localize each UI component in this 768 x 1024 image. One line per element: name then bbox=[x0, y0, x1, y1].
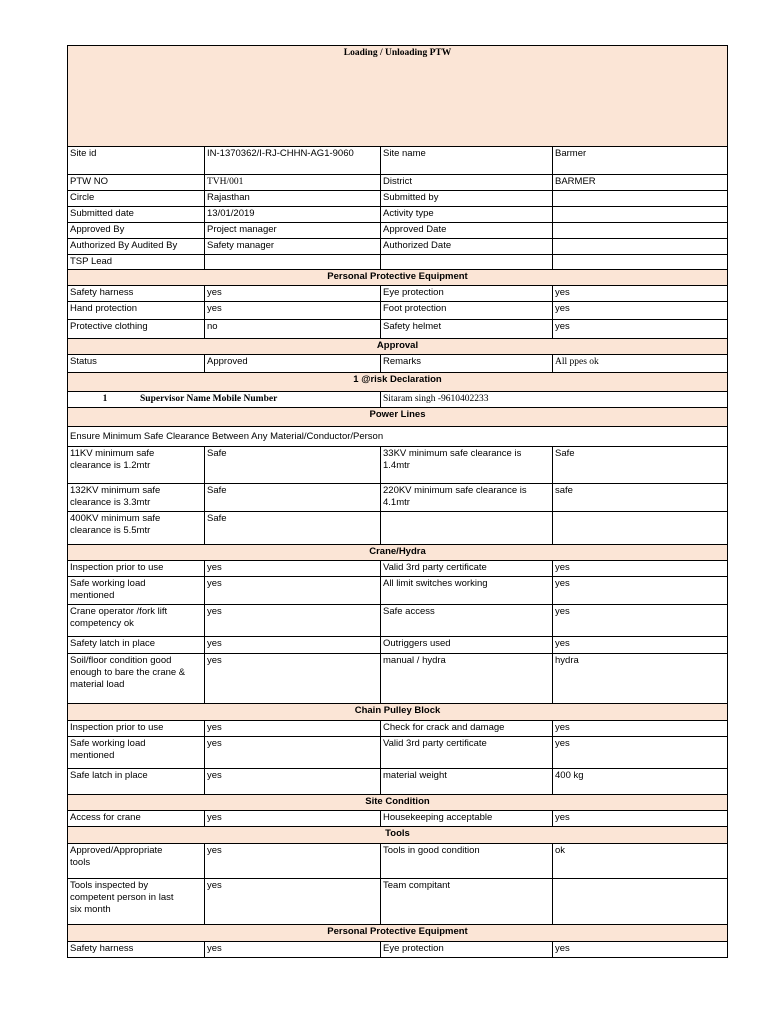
limit-switch-value: yes bbox=[553, 577, 728, 605]
crane-certificate-value: yes bbox=[553, 561, 728, 577]
kv33-label: 33KV minimum safe clearance is 1.4mtr bbox=[381, 447, 553, 484]
crane-inspection-label: Inspection prior to use bbox=[68, 561, 205, 577]
housekeeping-label: Housekeeping acceptable bbox=[381, 811, 553, 827]
table-row bbox=[68, 302, 728, 320]
ppe2-safety-harness-label: Safety harness bbox=[68, 942, 205, 958]
protective-clothing-label: Protective clothing bbox=[68, 320, 205, 339]
pulley-inspection-value: yes bbox=[205, 721, 381, 737]
supervisor-label: Supervisor Name Mobile Number bbox=[140, 394, 278, 404]
table-row bbox=[68, 605, 728, 637]
submitted-by-value bbox=[553, 191, 728, 207]
table-row bbox=[68, 721, 728, 737]
crane-access-label: Access for crane bbox=[68, 811, 205, 827]
team-competent-label: Team compitant bbox=[381, 879, 553, 925]
table-row bbox=[68, 223, 728, 239]
table-row bbox=[68, 255, 728, 270]
section-row bbox=[68, 339, 728, 355]
circle-label: Circle bbox=[68, 191, 205, 207]
ptw-no-label: PTW NO bbox=[68, 175, 205, 191]
section-row bbox=[68, 827, 728, 844]
eye-protection-value: yes bbox=[553, 286, 728, 302]
table-row bbox=[68, 737, 728, 769]
power-lines-heading: Power Lines bbox=[68, 408, 728, 427]
soil-condition-value: yes bbox=[205, 654, 381, 704]
safety-harness-value: yes bbox=[205, 286, 381, 302]
tools-condition-value: ok bbox=[553, 844, 728, 879]
safety-helmet-value: yes bbox=[553, 320, 728, 339]
crane-operator-value: yes bbox=[205, 605, 381, 637]
activity-type-value bbox=[553, 207, 728, 223]
table-row bbox=[68, 484, 728, 512]
approval-heading: Approval bbox=[68, 339, 728, 355]
risk-heading: 1 @risk Declaration bbox=[68, 373, 728, 392]
submitted-by-label: Submitted by bbox=[381, 191, 553, 207]
authorized-date-label: Authorized Date bbox=[381, 239, 553, 255]
approved-date-value bbox=[553, 223, 728, 239]
site-name-label: Site name bbox=[381, 147, 553, 175]
approved-by-value: Project manager bbox=[205, 223, 381, 239]
safety-latch-label: Safety latch in place bbox=[68, 637, 205, 654]
table-row bbox=[68, 147, 728, 175]
submitted-date-label: Submitted date bbox=[68, 207, 205, 223]
tools-condition-label: Tools in good condition bbox=[381, 844, 553, 879]
table-row bbox=[68, 392, 728, 408]
empty-cell bbox=[553, 255, 728, 270]
ptw-table bbox=[67, 45, 728, 958]
kv220-value: safe bbox=[553, 484, 728, 512]
ptw-form bbox=[67, 45, 727, 958]
kv132-value: Safe bbox=[205, 484, 381, 512]
risk-number: 1 bbox=[102, 394, 108, 404]
title-row bbox=[68, 46, 728, 147]
status-label: Status bbox=[68, 355, 205, 373]
power-lines-instruction: Ensure Minimum Safe Clearance Between Any Material/Conductor/Person bbox=[68, 427, 728, 447]
eye-protection-label: Eye protection bbox=[381, 286, 553, 302]
chain-pulley-heading: Chain Pulley Block bbox=[68, 704, 728, 721]
pulley-swl-label: Safe working load mentioned bbox=[68, 737, 205, 769]
ppe-heading: Personal Protective Equipment bbox=[68, 270, 728, 286]
kv11-label: 11KV minimum safe clearance is 1.2mtr bbox=[68, 447, 205, 484]
hand-protection-value: yes bbox=[205, 302, 381, 320]
site-id-value: IN-1370362/I-RJ-CHHN-AG1-9060 bbox=[205, 147, 381, 175]
foot-protection-value: yes bbox=[553, 302, 728, 320]
crane-swl-label: Safe working load mentioned bbox=[68, 577, 205, 605]
crane-inspection-value: yes bbox=[205, 561, 381, 577]
table-row bbox=[68, 844, 728, 879]
safe-access-label: Safe access bbox=[381, 605, 553, 637]
remarks-label: Remarks bbox=[381, 355, 553, 373]
manual-hydra-value: hydra bbox=[553, 654, 728, 704]
pulley-certificate-label: Valid 3rd party certificate bbox=[381, 737, 553, 769]
table-row bbox=[68, 447, 728, 484]
authorized-by-value: Safety manager bbox=[205, 239, 381, 255]
crane-operator-label: Crane operator /fork lift competency ok bbox=[68, 605, 205, 637]
section-row bbox=[68, 795, 728, 811]
kv33-value: Safe bbox=[553, 447, 728, 484]
remarks-value: All ppes ok bbox=[553, 355, 728, 373]
table-row bbox=[68, 320, 728, 339]
material-weight-label: material weight bbox=[381, 769, 553, 795]
site-name-value: Barmer bbox=[553, 147, 728, 175]
supervisor-cell bbox=[68, 392, 381, 408]
crane-heading: Crane/Hydra bbox=[68, 545, 728, 561]
tsp-lead-value bbox=[205, 255, 381, 270]
section-row bbox=[68, 545, 728, 561]
pulley-swl-value: yes bbox=[205, 737, 381, 769]
crane-certificate-label: Valid 3rd party certificate bbox=[381, 561, 553, 577]
section-row bbox=[68, 925, 728, 942]
approved-tools-label: Approved/Appropriate tools bbox=[68, 844, 205, 879]
table-row bbox=[68, 355, 728, 373]
protective-clothing-value: no bbox=[205, 320, 381, 339]
circle-value: Rajasthan bbox=[205, 191, 381, 207]
section-row bbox=[68, 408, 728, 427]
table-row bbox=[68, 654, 728, 704]
tools-inspected-label: Tools inspected by competent person in last six month bbox=[68, 879, 205, 925]
table-row bbox=[68, 207, 728, 223]
table-row bbox=[68, 811, 728, 827]
crack-check-label: Check for crack and damage bbox=[381, 721, 553, 737]
table-row bbox=[68, 561, 728, 577]
table-row bbox=[68, 769, 728, 795]
kv132-label: 132KV minimum safe clearance is 3.3mtr bbox=[68, 484, 205, 512]
table-row bbox=[68, 427, 728, 447]
empty-cell bbox=[553, 512, 728, 545]
housekeeping-value: yes bbox=[553, 811, 728, 827]
tsp-lead-label: TSP Lead bbox=[68, 255, 205, 270]
pulley-certificate-value: yes bbox=[553, 737, 728, 769]
tools-heading: Tools bbox=[68, 827, 728, 844]
kv400-label: 400KV minimum safe clearance is 5.5mtr bbox=[68, 512, 205, 545]
safe-access-value: yes bbox=[553, 605, 728, 637]
approved-by-label: Approved By bbox=[68, 223, 205, 239]
table-row bbox=[68, 286, 728, 302]
section-row bbox=[68, 270, 728, 286]
authorized-date-value bbox=[553, 239, 728, 255]
district-value: BARMER bbox=[553, 175, 728, 191]
table-row bbox=[68, 191, 728, 207]
supervisor-value: Sitaram singh -9610402233 bbox=[381, 392, 728, 408]
table-row bbox=[68, 175, 728, 191]
safety-helmet-label: Safety helmet bbox=[381, 320, 553, 339]
ppe2-eye-protection-label: Eye protection bbox=[381, 942, 553, 958]
activity-type-label: Activity type bbox=[381, 207, 553, 223]
safety-harness-label: Safety harness bbox=[68, 286, 205, 302]
authorized-by-label: Authorized By Audited By bbox=[68, 239, 205, 255]
section-row bbox=[68, 704, 728, 721]
table-row bbox=[68, 879, 728, 925]
ppe2-safety-harness-value: yes bbox=[205, 942, 381, 958]
table-row bbox=[68, 942, 728, 958]
safety-latch-value: yes bbox=[205, 637, 381, 654]
foot-protection-label: Foot protection bbox=[381, 302, 553, 320]
team-competent-value bbox=[553, 879, 728, 925]
material-weight-value: 400 kg bbox=[553, 769, 728, 795]
empty-cell bbox=[381, 255, 553, 270]
crack-check-value: yes bbox=[553, 721, 728, 737]
ppe2-eye-protection-value: yes bbox=[553, 942, 728, 958]
ppe2-heading: Personal Protective Equipment bbox=[68, 925, 728, 942]
table-row bbox=[68, 577, 728, 605]
kv220-label: 220KV minimum safe clearance is 4.1mtr bbox=[381, 484, 553, 512]
approved-date-label: Approved Date bbox=[381, 223, 553, 239]
submitted-date-value: 13/01/2019 bbox=[205, 207, 381, 223]
soil-condition-label: Soil/floor condition good enough to bare the crane & material load bbox=[68, 654, 205, 704]
hand-protection-label: Hand protection bbox=[68, 302, 205, 320]
district-label: District bbox=[381, 175, 553, 191]
kv11-value: Safe bbox=[205, 447, 381, 484]
status-value: Approved bbox=[205, 355, 381, 373]
empty-cell bbox=[381, 512, 553, 545]
site-id-label: Site id bbox=[68, 147, 205, 175]
outriggers-value: yes bbox=[553, 637, 728, 654]
page-title: Loading / Unloading PTW bbox=[68, 46, 728, 147]
crane-swl-value: yes bbox=[205, 577, 381, 605]
site-condition-heading: Site Condition bbox=[68, 795, 728, 811]
approved-tools-value: yes bbox=[205, 844, 381, 879]
crane-access-value: yes bbox=[205, 811, 381, 827]
limit-switch-label: All limit switches working bbox=[381, 577, 553, 605]
manual-hydra-label: manual / hydra bbox=[381, 654, 553, 704]
section-row bbox=[68, 373, 728, 392]
outriggers-label: Outriggers used bbox=[381, 637, 553, 654]
pulley-latch-label: Safe latch in place bbox=[68, 769, 205, 795]
ptw-no-value: TVH/001 bbox=[205, 175, 381, 191]
table-row bbox=[68, 637, 728, 654]
pulley-inspection-label: Inspection prior to use bbox=[68, 721, 205, 737]
tools-inspected-value: yes bbox=[205, 879, 381, 925]
kv400-value: Safe bbox=[205, 512, 381, 545]
table-row bbox=[68, 512, 728, 545]
pulley-latch-value: yes bbox=[205, 769, 381, 795]
table-row bbox=[68, 239, 728, 255]
